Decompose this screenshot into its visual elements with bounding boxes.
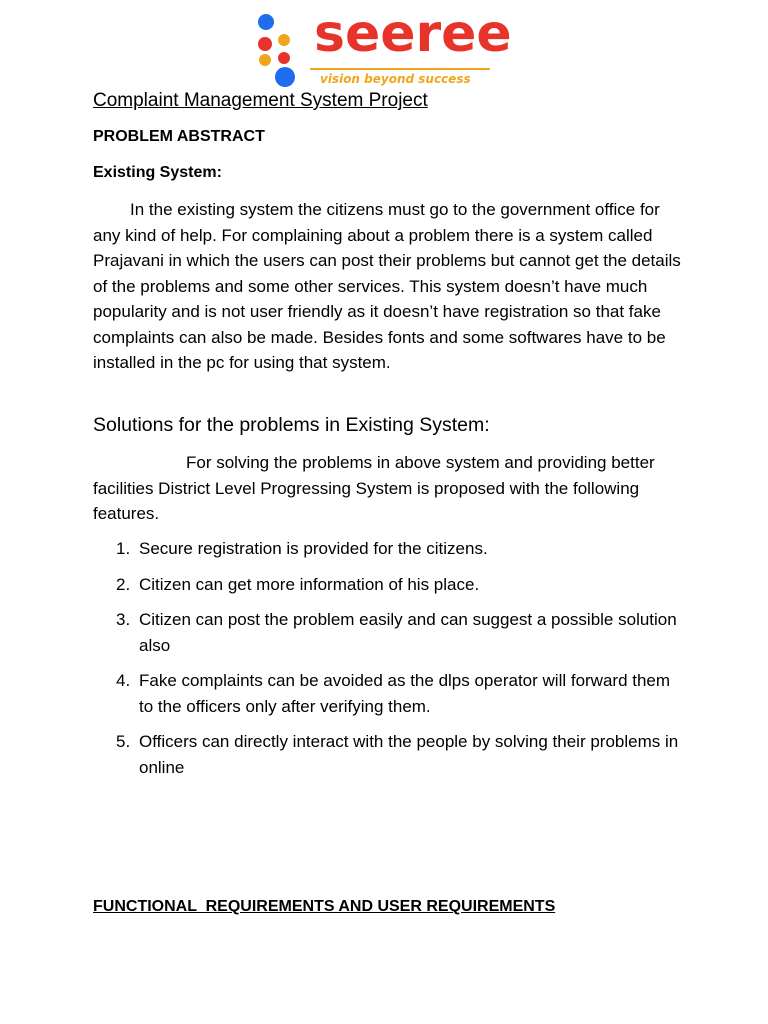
document-title: Complaint Management System Project <box>93 90 428 111</box>
list-item-number: 5. <box>116 732 131 751</box>
existing-system-paragraph: In the existing system the citizens must go to the government office for any kind of help. For complaining about a problem there is a system called Prajavani in which the users can post their problems but cannot get the details of the problems and some other services. This system doesn’t have much popularity and is not user friendly as it doesn’t have registration so that fake complaints can also be made. Besides fonts and some softwares have to be installed in the pc for using that system. <box>93 200 681 372</box>
list-item <box>93 668 683 719</box>
list-item-text: Officers can directly interact with the people by solving their problems in online <box>139 732 679 777</box>
logo-dots-icon <box>252 10 312 90</box>
logo-dot-blue-top <box>258 14 274 30</box>
list-item <box>93 536 683 562</box>
problem-abstract-heading: PROBLEM ABSTRACT <box>93 128 265 145</box>
list-item <box>93 572 683 598</box>
logo-dot-red-1 <box>258 37 272 51</box>
list-item-number: 4. <box>116 671 131 690</box>
logo-tagline: vision beyond success <box>320 72 471 86</box>
functional-requirements-heading: FUNCTIONAL REQUIREMENTS AND USER REQUIREMENTS <box>93 898 556 915</box>
logo-wordmark: seeree <box>314 4 512 64</box>
existing-system-heading: Existing System: <box>93 164 222 181</box>
list-item-number: 3. <box>116 610 131 629</box>
features-list <box>93 536 683 780</box>
seeree-logo <box>252 4 512 90</box>
list-item-number: 2. <box>116 574 131 594</box>
solutions-heading: Solutions for the problems in Existing System: <box>93 414 490 436</box>
list-item-text: Citizen can get more information of his place. <box>139 574 480 594</box>
logo-underline <box>310 68 490 70</box>
solutions-intro-paragraph: For solving the problems in above system and providing better facilities District Level Progressing System is proposed with the following features. <box>93 453 655 523</box>
list-item <box>93 607 683 658</box>
list-item-number: 1. <box>116 539 131 558</box>
logo-dot-orange-1 <box>278 34 290 46</box>
logo-dot-red-2 <box>278 52 290 64</box>
list-item <box>93 729 683 780</box>
logo-dot-orange-2 <box>259 54 271 66</box>
list-item-text: Secure registration is provided for the citizens. <box>139 539 488 558</box>
list-item-text: Citizen can post the problem easily and can suggest a possible solution also <box>139 610 677 655</box>
list-item-text: Fake complaints can be avoided as the dlps operator will forward them to the officers only after verifying them. <box>139 671 671 716</box>
logo-dot-blue-bottom <box>275 67 295 87</box>
